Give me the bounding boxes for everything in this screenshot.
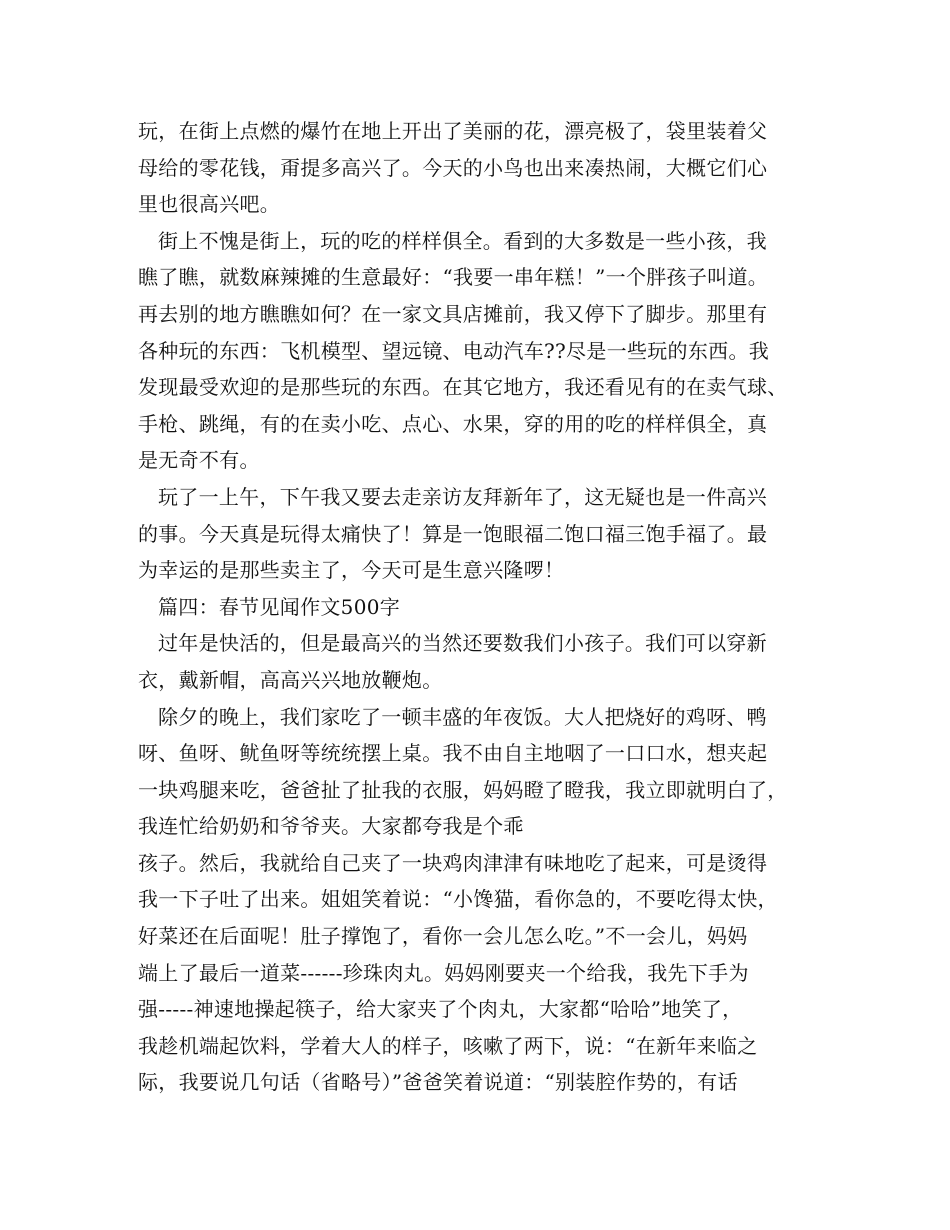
text-line: 再去别的地方瞧瞧如何？在一家文具店摊前，我又停下了脚步。那里有	[138, 301, 768, 326]
text-line: 我一下子吐了出来。姐姐笑着说：“小馋猫，看你急的，不要吃得太快，	[138, 887, 778, 912]
text-line: 手枪、跳绳，有的在卖小吃、点心、水果，穿的用的吃的样样俱全，真	[138, 411, 768, 436]
text-line: 是无奇不有。	[138, 448, 260, 473]
text-line: 孩子。然后，我就给自己夹了一块鸡肉津津有味地吃了起来，可是烫得	[138, 850, 768, 875]
text-line: 过年是快活的，但是最高兴的当然还要数我们小孩子。我们可以穿新	[138, 631, 767, 656]
text-line: 际，我要说几句话（省略号）”爸爸笑着说道：“别装腔作势的，有话	[138, 1070, 738, 1095]
body-text	[138, 113, 838, 1101]
text-line: 街上不愧是街上，玩的吃的样样俱全。看到的大多数是一些小孩，我	[138, 228, 767, 253]
text-line: 呀、鱼呀、鱿鱼呀等统统摆上桌。我不由自主地咽了一口口水，想夹起	[138, 741, 768, 766]
text-line: 母给的零花钱，甭提多高兴了。今天的小鸟也出来凑热闹，大概它们心	[138, 155, 768, 180]
text-line: 篇四：春节见闻作文500字	[138, 594, 401, 619]
text-line: 好菜还在后面呢！肚子撑饱了，看你一会儿怎么吃。”不一会儿，妈妈	[138, 924, 748, 949]
text-line: 衣，戴新帽，高高兴兴地放鞭炮。	[138, 667, 443, 692]
text-line: 里也很高兴吧。	[138, 192, 281, 217]
text-line: 我连忙给奶奶和爷爷夹。大家都夸我是个乖	[138, 814, 524, 839]
text-line: 各种玩的东西：飞机模型、望远镜、电动汽车??尽是一些玩的东西。我	[138, 338, 770, 363]
text-line: 玩了一上午，下午我又要去走亲访友拜新年了，这无疑也是一件高兴	[138, 484, 767, 509]
text-line: 强-----神速地操起筷子，给大家夹了个肉丸，大家都“哈哈”地笑了，	[138, 997, 743, 1022]
text-line: 除夕的晚上，我们家吃了一顿丰盛的年夜饭。大人把烧好的鸡呀、鸭	[138, 704, 767, 729]
text-line: 的事。今天真是玩得太痛快了！算是一饱眼福二饱口福三饱手福了。最	[138, 521, 768, 546]
text-line: 端上了最后一道菜------珍珠肉丸。妈妈刚要夹一个给我，我先下手为	[138, 960, 749, 985]
text-line: 瞧了瞧，就数麻辣摊的生意最好：“我要一串年糕！”一个胖孩子叫道。	[138, 265, 769, 290]
text-line: 一块鸡腿来吃，爸爸扯了扯我的衣服，妈妈瞪了瞪我，我立即就明白了，	[138, 777, 788, 802]
text-line: 为幸运的是那些卖主了，今天可是生意兴隆啰！	[138, 558, 565, 583]
text-line: 发现最受欢迎的是那些玩的东西。在其它地方，我还看见有的在卖气球、	[138, 375, 788, 400]
text-line: 玩，在街上点燃的爆竹在地上开出了美丽的花，漂亮极了，袋里装着父	[138, 119, 768, 143]
text-line: 我趁机端起饮料，学着大人的样子，咳嗽了两下，说：“在新年来临之	[138, 1033, 758, 1058]
